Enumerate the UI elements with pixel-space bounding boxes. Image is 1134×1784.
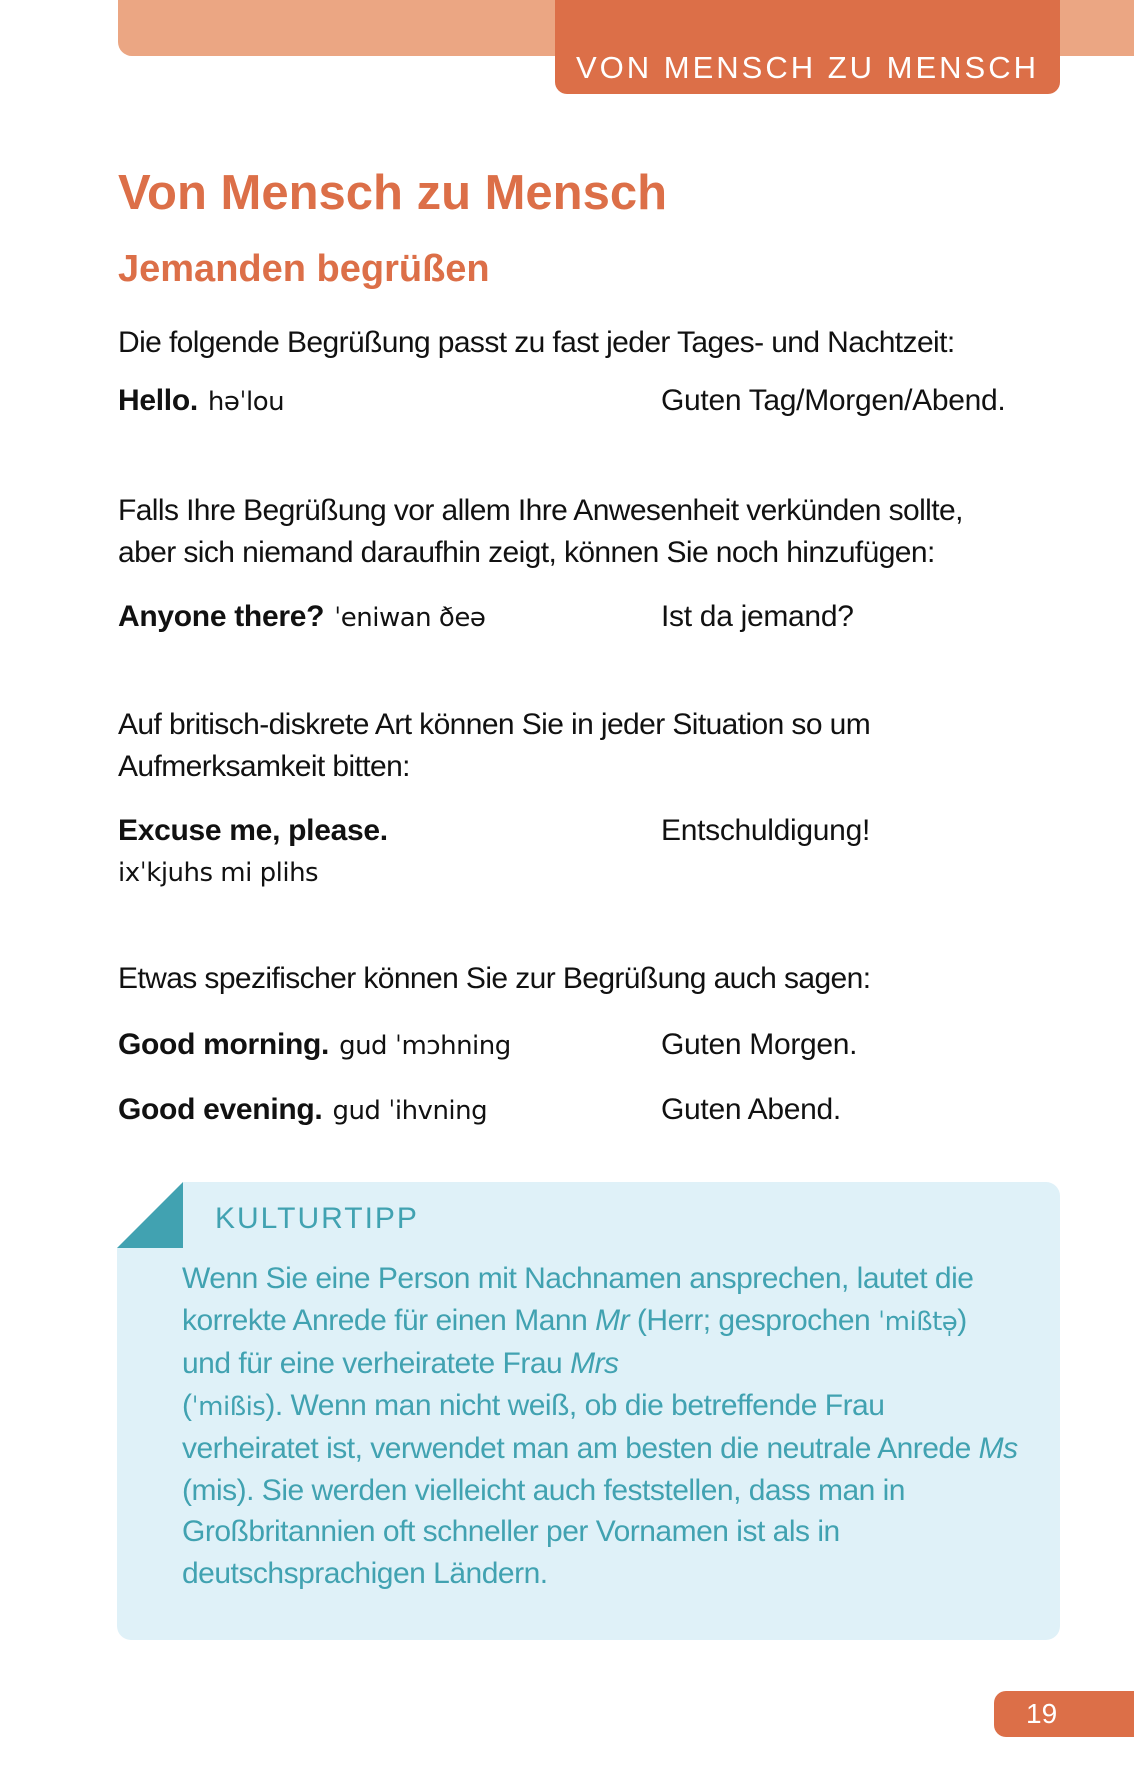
intro-paragraph-1: Die folgende Begrüßung passt zu fast jeder Tages- und Nachtzeit:: [118, 326, 955, 359]
phrase-row: [118, 1024, 1068, 1066]
page-title: Von Mensch zu Mensch: [118, 166, 668, 220]
phrase-row: [118, 380, 1068, 422]
tip-text-segment: Wenn Sie eine Person mit Nachnamen ansprechen, lautet die korrekte Anrede für einen Mann: [182, 1262, 974, 1337]
phrase-pronunciation: həˈlou: [207, 387, 285, 417]
phrase-german: Entschuldigung!: [661, 814, 870, 847]
intro-line: Auf britisch-diskrete Art können Sie in jeder Situation so um: [118, 708, 871, 741]
section-tab: [555, 0, 1060, 94]
tip-text-segment: ). Wenn man nicht weiß, ob die betreffende Frau verheiratet ist, verwendet man am besten die neutrale Anrede: [182, 1388, 979, 1465]
tip-text-segment: (Herr; gesprochen: [629, 1303, 879, 1337]
tip-corner-triangle-icon: [117, 1182, 183, 1248]
tip-pronunciation: ˈmißtə̩: [878, 1306, 958, 1337]
phrase-pronunciation: gud ˈmɔhning: [339, 1031, 511, 1061]
phrase-english: Good morning.: [118, 1028, 330, 1061]
tip-term-mrs: Mrs: [570, 1347, 619, 1380]
tip-text-segment: (: [182, 1388, 192, 1422]
intro-line: Aufmerksamkeit bitten:: [118, 750, 410, 783]
intro-paragraph-3: [118, 704, 1068, 788]
phrase-german: Guten Morgen.: [661, 1028, 858, 1061]
phrase-german: Ist da jemand?: [661, 600, 854, 633]
tip-text-segment: ) und für eine verheiratete Frau: [182, 1303, 967, 1380]
phrase-german: Guten Tag/Morgen/Abend.: [661, 384, 1006, 417]
tip-title: KULTURTIPP: [215, 1202, 419, 1235]
tip-pronunciation: ˈmißis: [191, 1391, 266, 1422]
culture-tip-box: [117, 1182, 1060, 1640]
tip-text-segment: (mis). Sie werden vielleicht auch feststellen, dass man in Großbritannien oft schneller per Vornamen ist als in deutschsprachigen Ländern.: [182, 1473, 905, 1590]
page-number-badge: [994, 1691, 1134, 1737]
section-subtitle: Jemanden begrüßen: [118, 248, 490, 290]
phrase-english: Anyone there?: [118, 600, 325, 633]
phrase-row: [118, 810, 1068, 852]
phrase-english: Excuse me, please.: [118, 814, 388, 847]
phrase-pronunciation: ixˈkjuhs mi plihs: [118, 858, 319, 888]
phrase-german: Guten Abend.: [661, 1093, 841, 1126]
intro-paragraph-4: Etwas spezifischer können Sie zur Begrüßung auch sagen:: [118, 962, 871, 995]
phrase-english: Good evening.: [118, 1093, 323, 1126]
phrase-row: [118, 1089, 1068, 1131]
phrase-pronunciation: gud ˈihvning: [332, 1096, 488, 1126]
phrase-row: [118, 596, 1068, 638]
intro-line: aber sich niemand daraufhin zeigt, können Sie noch hinzufügen:: [118, 536, 935, 569]
section-label: VON MENSCH ZU MENSCH: [575, 50, 1039, 85]
tip-term-mr: Mr: [595, 1303, 630, 1337]
phrase-pronunciation: ˈeniwan ðeə: [334, 603, 486, 633]
intro-paragraph-2: [118, 490, 1068, 574]
tip-text: [182, 1258, 1022, 1594]
phrase-english: Hello.: [118, 384, 198, 417]
page-number: 19: [1026, 1698, 1058, 1729]
tip-term-ms: Ms: [978, 1432, 1018, 1465]
intro-line: Falls Ihre Begrüßung vor allem Ihre Anwesenheit verkünden sollte,: [118, 494, 963, 527]
